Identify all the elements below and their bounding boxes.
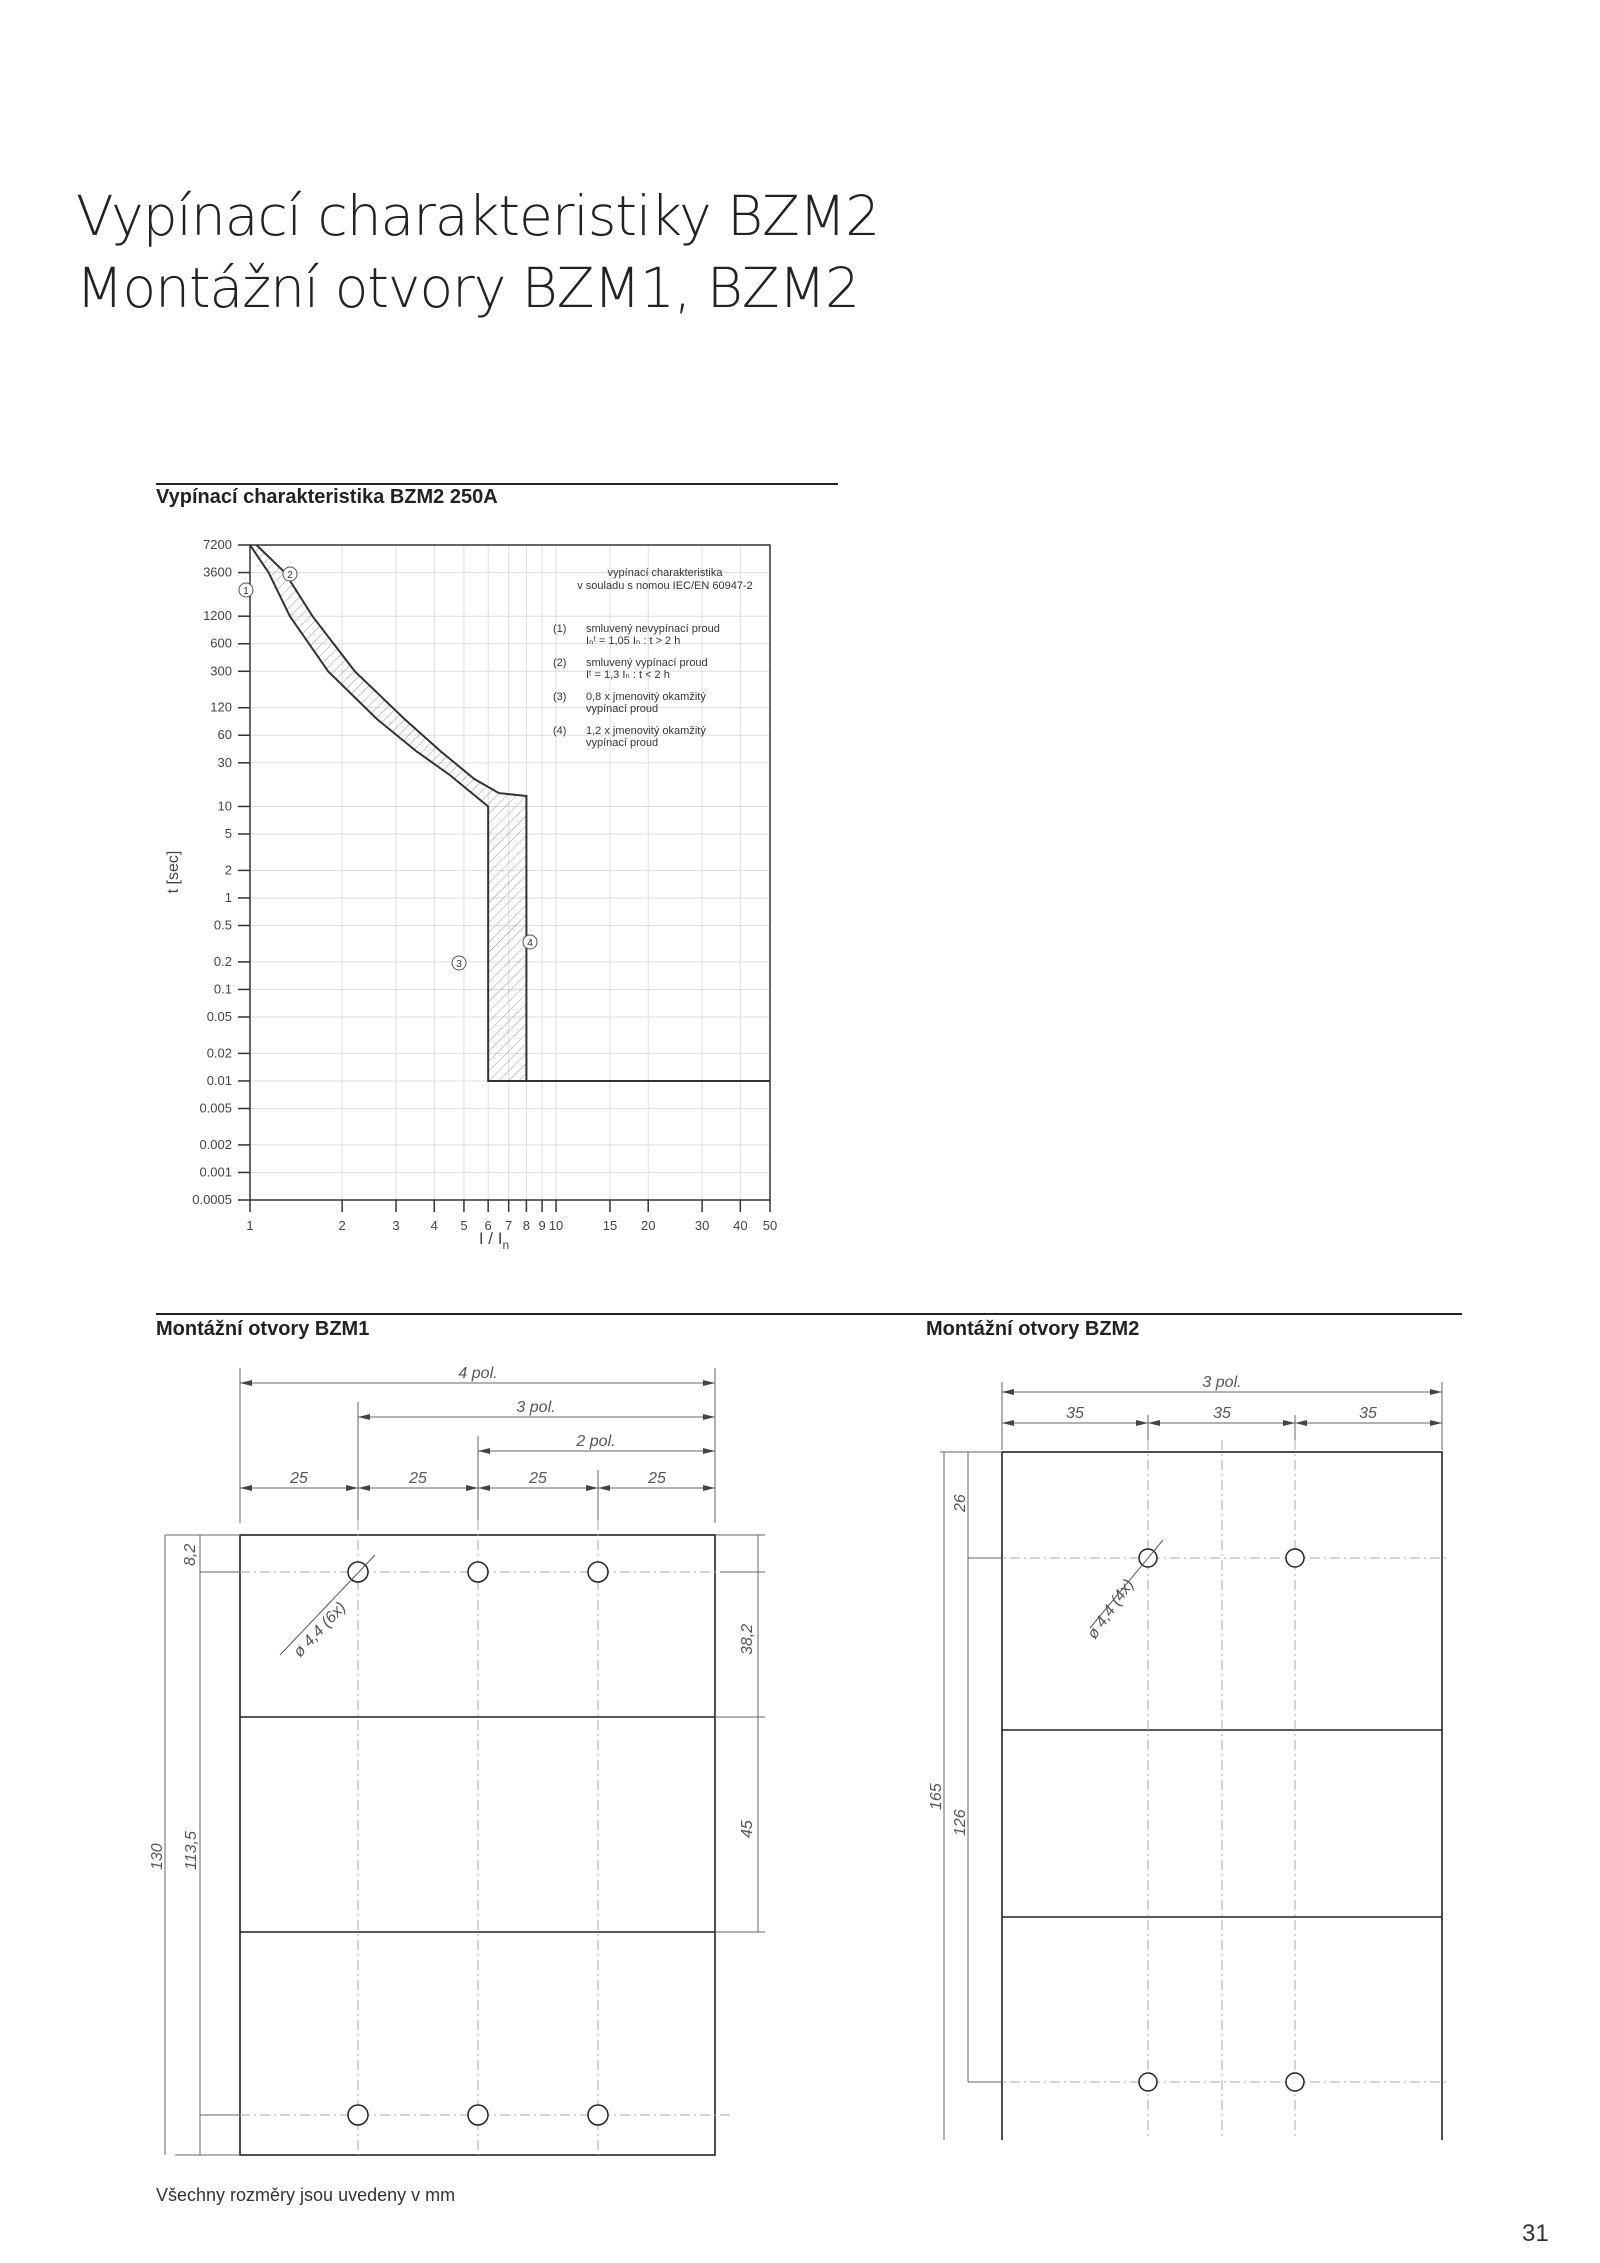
y-tick-label: 0.2 (213, 953, 232, 969)
y-tick-label: 120 (210, 699, 232, 715)
bzm1-dim-3pol: 3 pol. (516, 1399, 556, 1416)
bzm1-drawing (140, 1340, 780, 2160)
y-axis-label: t [sec] (165, 850, 182, 894)
x-tick-label: 5 (460, 1218, 468, 1233)
legend-line-1: smluvený vypínací proud (586, 657, 708, 669)
y-tick-label: 60 (217, 727, 232, 743)
x-tick-label: 15 (602, 1218, 618, 1233)
y-tick-label: 2 (224, 862, 232, 878)
y-tick-label: 0.001 (199, 1164, 232, 1180)
x-tick-label: 2 (338, 1218, 346, 1233)
bzm1-dim-25-a: 25 (290, 1470, 308, 1487)
legend-line-1: smluvený nevypínací proud (586, 623, 720, 635)
x-tick-label: 10 (548, 1218, 564, 1233)
bzm1-hole (468, 2105, 488, 2125)
x-tick-label: 1 (246, 1218, 254, 1233)
trip-curve-chart (0, 520, 1600, 1320)
legend-title-2: v souladu s nomou IEC/EN 60947-2 (577, 580, 753, 592)
bzm1-dim-4pol: 4 pol. (458, 1365, 498, 1382)
y-tick-label: 0.5 (213, 917, 232, 933)
y-tick-label: 10 (217, 798, 232, 814)
legend-num: (2) (553, 657, 567, 669)
y-tick-label: 600 (210, 635, 232, 651)
lower-trip-curve (250, 545, 526, 1081)
bzm1-dim-130: 130 (149, 1843, 166, 1870)
bzm2-dim-165: 165 (928, 1783, 945, 1810)
legend-line-1: 0,8 x jmenovitý okamžitý (586, 691, 706, 703)
page-title (76, 180, 879, 324)
bzm1-dim-25-d: 25 (648, 1470, 666, 1487)
bzm2-dim-3pol: 3 pol. (1202, 1374, 1242, 1391)
y-tick-label: 3600 (203, 564, 232, 580)
bzm1-hole (588, 1562, 608, 1582)
legend-line-1: 1,2 x jmenovitý okamžitý (586, 725, 706, 737)
bzm1-dim-38-2: 38,2 (739, 1623, 756, 1655)
x-tick-label: 9 (538, 1218, 546, 1233)
title-line-1: Vypínací charakteristiky BZM2 (76, 184, 880, 248)
y-tick-label: 0.05 (206, 1008, 232, 1024)
bzm1-dim-113-5: 113,5 (183, 1831, 200, 1870)
bzm1-hole-label: ø 4,4 (6x) (290, 1599, 350, 1661)
x-tick-label: 30 (694, 1218, 710, 1233)
bzm1-hole (468, 1562, 488, 1582)
x-tick-label: 7 (505, 1218, 513, 1233)
y-tick-label: 0.1 (213, 981, 232, 997)
marker-label: 4 (527, 938, 533, 949)
legend-title-1: vypínací charakteristika (607, 567, 723, 579)
x-tick-label: 6 (484, 1218, 492, 1233)
y-tick-label: 0.002 (199, 1136, 232, 1152)
marker-label: 2 (287, 570, 293, 581)
bzm2-dim-126: 126 (952, 1809, 969, 1836)
legend-line-2: vypínací proud (586, 703, 659, 715)
x-tick-label: 3 (392, 1218, 400, 1233)
marker-label: 1 (243, 586, 249, 597)
section-rule-curve (156, 483, 838, 485)
bzm2-drawing (910, 1340, 1450, 2140)
x-tick-label: 4 (430, 1218, 438, 1233)
y-tick-label: 300 (210, 663, 232, 679)
bzm1-hole (588, 2105, 608, 2125)
legend-num: (3) (553, 691, 567, 703)
bzm2-dim-35-b: 35 (1213, 1405, 1231, 1422)
marker-label: 3 (456, 959, 462, 970)
chart-legend (553, 567, 753, 749)
x-tick-label: 50 (762, 1218, 778, 1233)
bzm2-hole (1286, 1549, 1304, 1567)
title-line-2: Montážní otvory BZM1, BZM2 (76, 256, 860, 320)
y-tick-label: 0.0005 (192, 1192, 232, 1207)
bzm1-dim-45: 45 (739, 1820, 756, 1838)
y-tick-label: 7200 (203, 537, 232, 552)
x-axis-label: I / $I_n$ (478, 1229, 510, 1252)
legend-line-2: Iᵗ = 1,3 Iₙ : t < 2 h (586, 669, 670, 681)
trip-band-area (250, 545, 526, 1081)
bzm1-heading: Montážní otvory BZM1 (156, 1318, 370, 1340)
section-rule-mounting (156, 1313, 1462, 1315)
y-tick-label: 0.02 (206, 1045, 232, 1061)
y-tick-label: 30 (217, 754, 232, 770)
bzm1-dim-2pol: 2 pol. (576, 1433, 616, 1450)
bzm2-dim-35-a: 35 (1066, 1405, 1084, 1422)
x-tick-label: 8 (522, 1218, 531, 1233)
y-tick-label: 0.005 (199, 1100, 232, 1116)
bzm1-dim-8-2: 8,2 (182, 1543, 199, 1566)
legend-num: (4) (553, 725, 567, 737)
page-number: 31 (1522, 2220, 1549, 2247)
bzm2-heading: Montážní otvory BZM2 (926, 1318, 1140, 1340)
x-tick-label: 20 (640, 1218, 656, 1233)
bzm1-hole (348, 2105, 368, 2125)
y-tick-label: 0.01 (206, 1072, 232, 1088)
y-tick-label: 1200 (203, 608, 232, 624)
legend-line-2: vypínací proud (586, 737, 659, 749)
bzm1-dim-25-c: 25 (529, 1470, 547, 1487)
bzm2-dim-35-c: 35 (1359, 1405, 1377, 1422)
curve-heading: Vypínací charakteristika BZM2 250A (156, 486, 498, 508)
y-ticks (192, 537, 250, 1207)
trip-band (250, 545, 526, 1081)
bzm1-dim-25-b: 25 (409, 1470, 427, 1487)
bzm2-hole-label: ø 4,4 (4x) (1084, 1576, 1138, 1643)
y-tick-label: 1 (224, 889, 232, 905)
legend-line-2: Iₙᵗ = 1,05 Iₙ : t > 2 h (586, 635, 681, 647)
footnote: Všechny rozměry jsou uvedeny v mm (156, 2185, 456, 2205)
bzm2-hole (1139, 2073, 1157, 2091)
bzm2-dim-26: 26 (952, 1494, 969, 1512)
y-tick-label: 5 (224, 825, 232, 841)
bzm2-hole (1286, 2073, 1304, 2091)
x-ticks (246, 1200, 777, 1233)
legend-num: (1) (553, 623, 567, 635)
x-tick-label: 40 (733, 1218, 748, 1233)
